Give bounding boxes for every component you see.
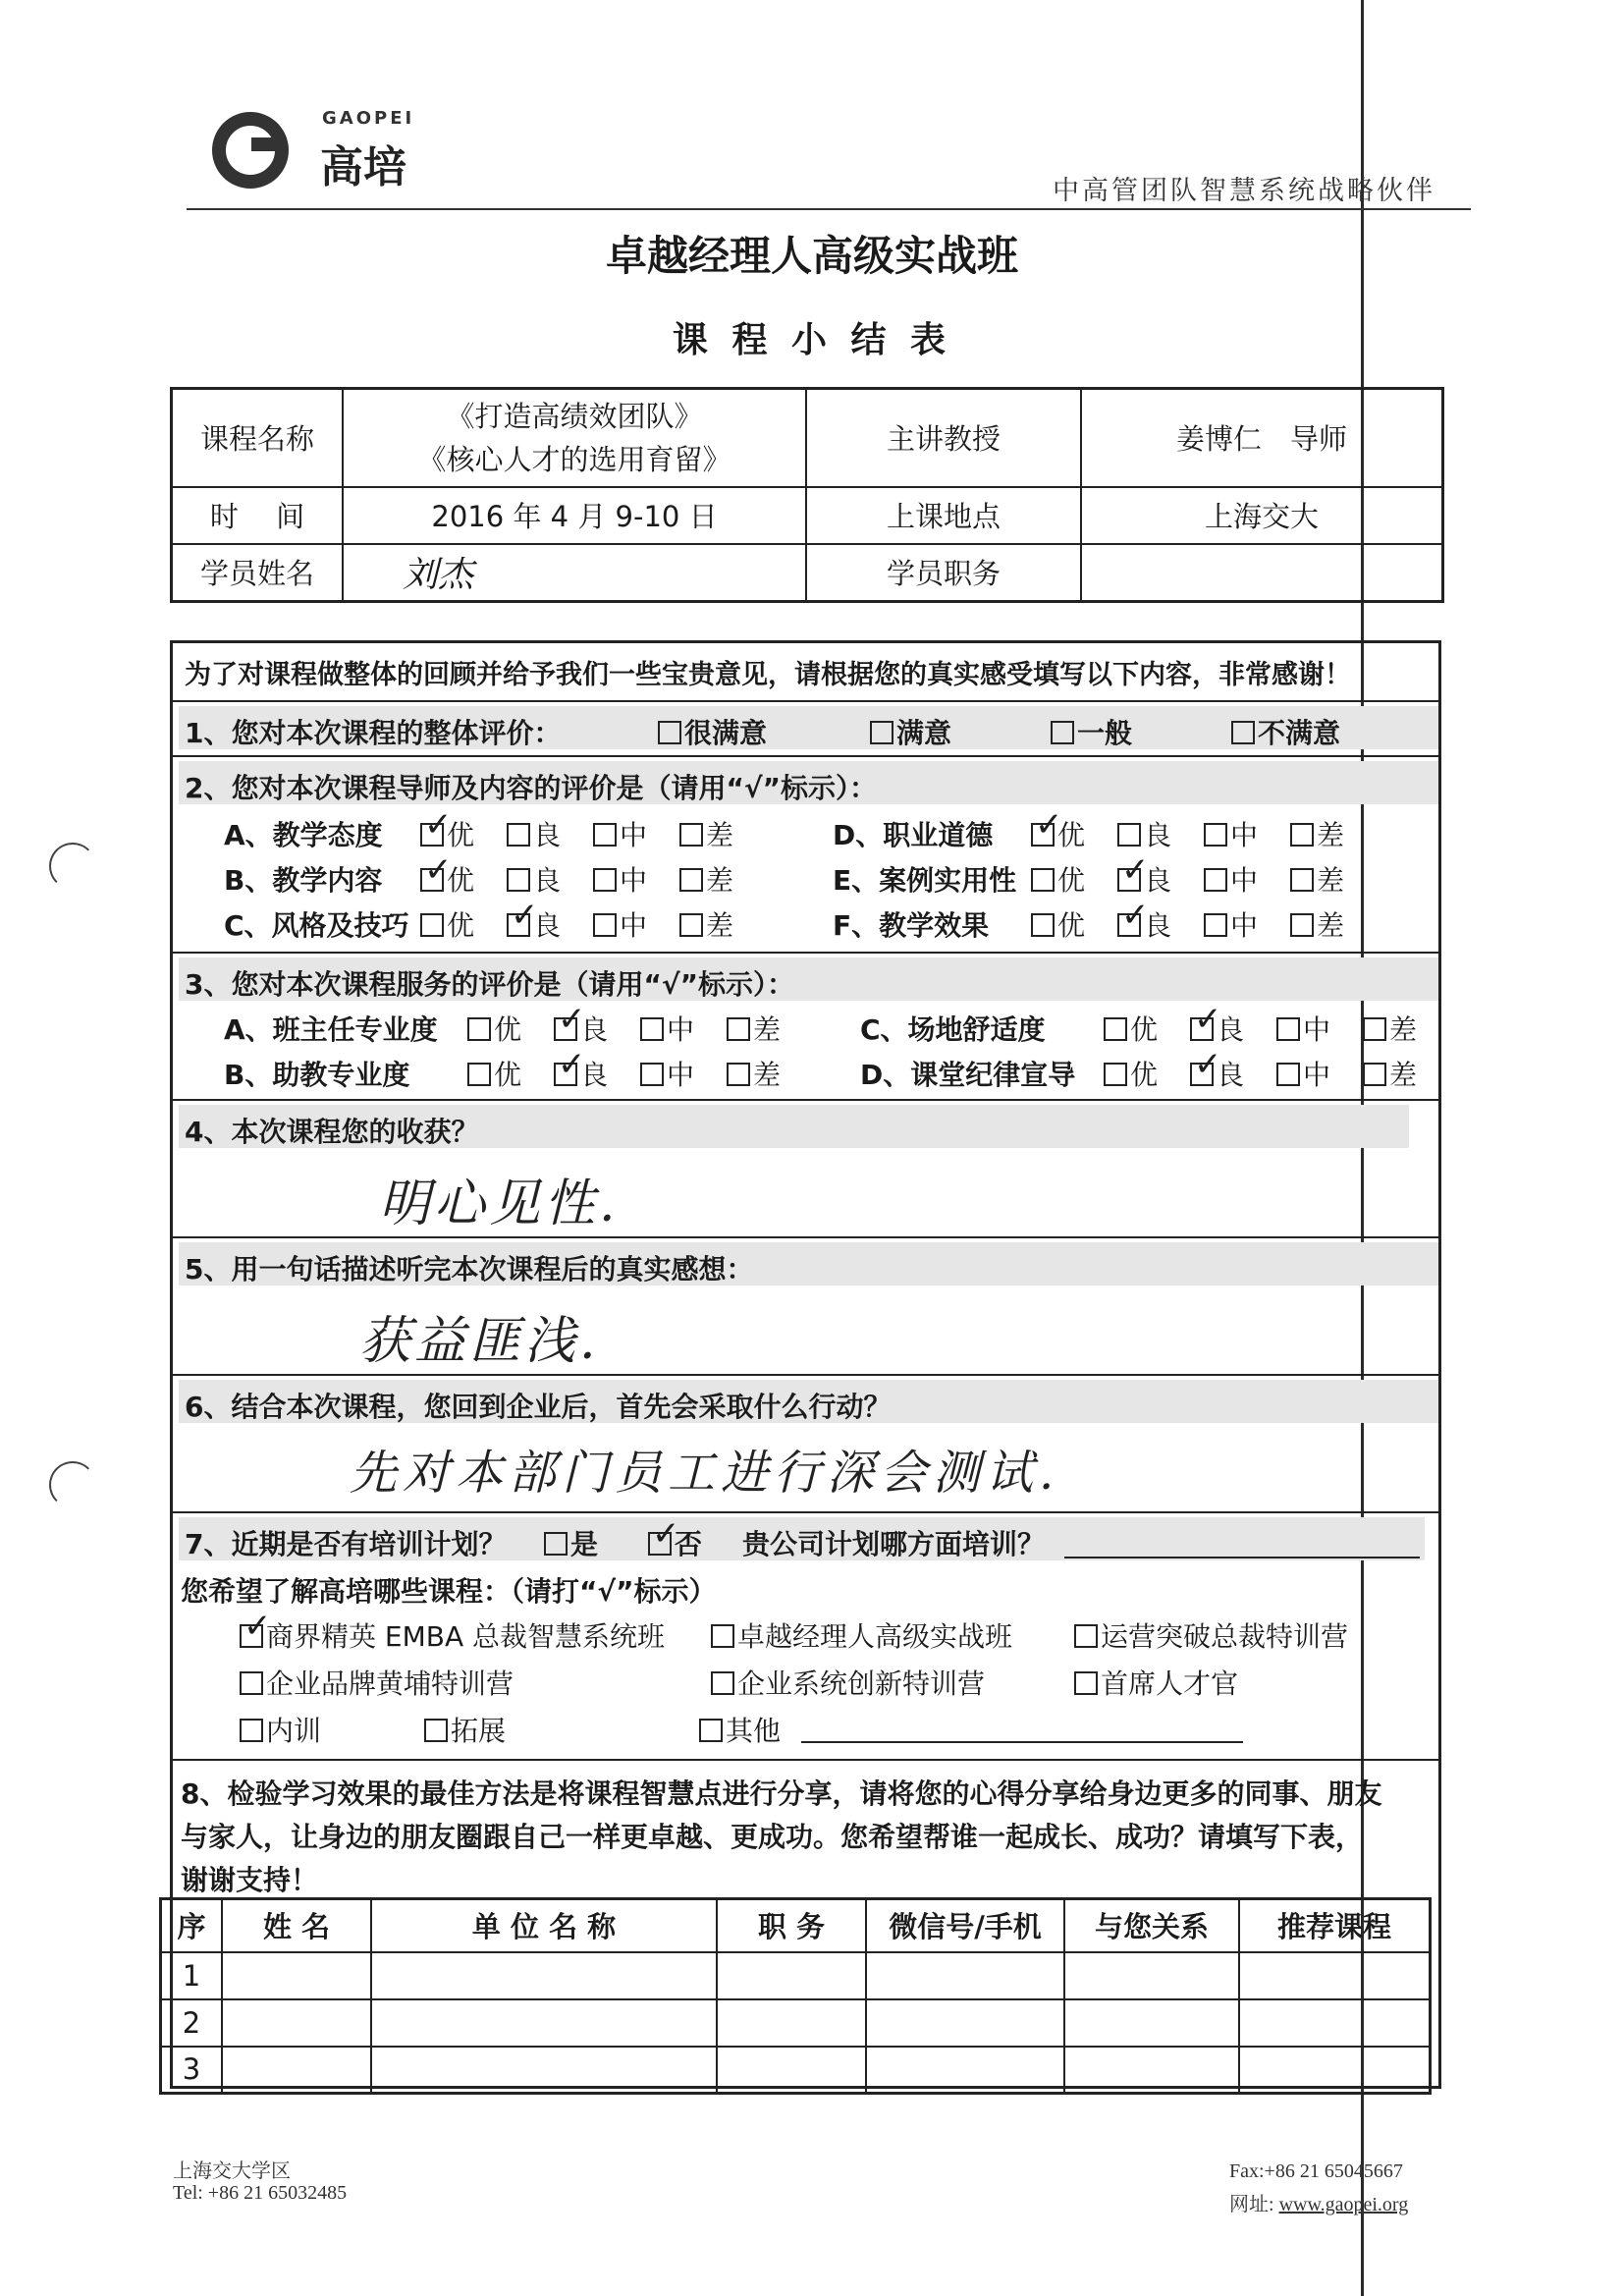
punch-hole (49, 1461, 96, 1508)
checkbox-icon (1290, 823, 1314, 847)
q3-grade-option[interactable]: 优 (1104, 1009, 1158, 1048)
checkbox-icon (467, 1063, 491, 1086)
checkbox-checked-icon (648, 1532, 672, 1556)
checkbox-checked-icon (1190, 1063, 1214, 1086)
q5-section (173, 1236, 1438, 1376)
course-option-inhouse[interactable]: 内训 (240, 1710, 321, 1749)
checkbox-icon (1290, 868, 1314, 892)
q2-question: 2、您对本次课程导师及内容的评价是（请用“√”标示）： (185, 772, 877, 804)
cell-recommend[interactable] (1239, 1999, 1431, 2047)
checkbox-checked-icon (554, 1063, 577, 1086)
q7-wish-label: 您希望了解高培哪些课程：（请打“√”标示） (181, 1575, 717, 1608)
q2-grade-option[interactable]: 差 (1290, 859, 1344, 899)
checkbox-icon (593, 823, 617, 847)
referral-table (159, 1897, 1432, 2095)
q2-criterion-label: C、风格及技巧 (224, 909, 409, 942)
col-position: 职 务 (717, 1899, 866, 1952)
lecturer-label: 主讲教授 (806, 389, 1081, 487)
q2-grade-option[interactable]: 优 (420, 904, 474, 944)
checkbox-checked-icon (420, 823, 444, 847)
q1-section (173, 700, 1438, 757)
checkbox-checked-icon (507, 913, 530, 937)
q3-grade-option[interactable]: 优 (467, 1054, 521, 1093)
q1-option-satisfied[interactable]: 满意 (870, 712, 951, 751)
q4-answer[interactable]: 明心见性. (379, 1175, 620, 1233)
table-row (161, 1999, 1431, 2047)
q3-grade-option[interactable]: 差 (1363, 1054, 1417, 1093)
time-value: 2016 年 4 月 9-10 日 (343, 487, 806, 544)
q2-criterion-label: B、教学内容 (224, 864, 383, 897)
q1-option-average[interactable]: 一般 (1051, 712, 1132, 751)
course-option-cho[interactable]: 首席人才官 (1074, 1663, 1238, 1702)
student-position-value[interactable] (1081, 544, 1443, 602)
q2-grade-option[interactable]: 差 (1290, 814, 1344, 853)
q2-grade-option[interactable]: ✓ 优 (1031, 814, 1085, 853)
q4-section (173, 1099, 1438, 1238)
referral-header-row (161, 1899, 1431, 1952)
footer-tel: Tel: +86 21 65032485 (173, 2182, 348, 2204)
header-divider (187, 208, 1471, 210)
cell-name[interactable] (222, 1952, 371, 1999)
q2-grade-option[interactable]: 差 (679, 859, 733, 899)
q2-grade-option[interactable]: 优 (1031, 904, 1085, 944)
other-course-blank[interactable] (801, 1741, 1243, 1743)
col-index: 序 (161, 1899, 223, 1952)
checkbox-icon (1363, 1017, 1386, 1041)
q1-question: 1、您对本次课程的整体评价： (185, 717, 562, 749)
q7-which-blank[interactable] (1064, 1557, 1420, 1558)
checkbox-icon (1031, 868, 1055, 892)
q2-grade-option[interactable]: 中 (1204, 904, 1258, 944)
cell-company[interactable] (371, 2047, 717, 2094)
q5-question: 5、用一句话描述听完本次课程后的真实感想： (185, 1253, 754, 1285)
cell-position[interactable] (717, 2047, 866, 2094)
col-recommend: 推荐课程 (1239, 1899, 1431, 1952)
checkbox-icon (679, 868, 703, 892)
q3-grade-option[interactable]: ✓ 良 (554, 1009, 608, 1048)
q3-criterion-label: A、班主任专业度 (224, 1013, 438, 1046)
student-name-label: 学员姓名 (172, 544, 344, 602)
footer-fax: Fax:+86 21 65045667 (1229, 2160, 1403, 2182)
q3-grade-option[interactable]: 差 (727, 1054, 781, 1093)
q3-grade-option[interactable]: ✓ 良 (1190, 1054, 1244, 1093)
course-option-brand[interactable]: 企业品牌黄埔特训营 (240, 1663, 514, 1702)
checkbox-icon (711, 1624, 734, 1648)
q7-option-no[interactable]: ✓ 否 (648, 1523, 702, 1562)
q7-section (173, 1511, 1438, 1761)
page-subtitle: 课 程 小 结 表 (672, 320, 952, 360)
q2-grade-option[interactable]: ✓ 良 (1117, 859, 1171, 899)
q3-criterion-label: C、场地舒适度 (860, 1013, 1046, 1046)
checkbox-icon (711, 1671, 734, 1695)
q7-question: 7、近期是否有培训计划？ (185, 1528, 507, 1560)
checkbox-icon (640, 1063, 664, 1086)
footer-campus: 上海交大学区 (173, 2160, 291, 2182)
checkbox-icon (1074, 1624, 1098, 1648)
time-label: 时 间 (172, 487, 344, 544)
q6-section (173, 1374, 1438, 1513)
q2-grade-option[interactable]: 中 (593, 904, 647, 944)
survey-form (170, 640, 1441, 2089)
q3-grade-option[interactable]: 中 (1276, 1009, 1330, 1048)
q3-grade-option[interactable]: 优 (467, 1009, 521, 1048)
place-value: 上海交大 (1081, 487, 1443, 544)
q2-grade-option[interactable]: 中 (593, 814, 647, 853)
place-label: 上课地点 (806, 487, 1081, 544)
checkbox-checked-icon (1117, 913, 1141, 937)
q2-section (173, 755, 1438, 954)
slogan: 中高管团队智慧系统战略伙伴 (1053, 176, 1435, 206)
course-option-manager[interactable]: 卓越经理人高级实战班 (711, 1615, 1012, 1655)
q3-criterion-label: B、助教专业度 (224, 1059, 410, 1091)
q3-grade-option[interactable]: 中 (640, 1009, 694, 1048)
row-index: 2 (161, 1999, 223, 2047)
col-company: 单 位 名 称 (371, 1899, 717, 1952)
checkbox-icon (870, 721, 893, 744)
course-option-emba[interactable]: ✓商界精英 EMBA 总裁智慧系统班 (240, 1615, 665, 1655)
checkbox-icon (467, 1017, 491, 1041)
q2-grade-option[interactable]: 良 (507, 859, 561, 899)
checkbox-checked-icon (1117, 868, 1141, 892)
q6-answer[interactable]: 先对本部门员工进行深会测试. (350, 1446, 1060, 1501)
q8-line-1: 8、检验学习效果的最佳方法是将课程智慧点进行分享，请将您的心得分享给身边更多的同事、朋友 (181, 1777, 1382, 1810)
q2-criterion-label: D、职业道德 (833, 819, 994, 851)
gaopei-logo (212, 106, 448, 194)
q7-which-label: 贵公司计划哪方面培训？ (742, 1528, 1046, 1560)
logo-latin: GAOPEI (322, 108, 415, 129)
q8-line-2: 与家人，让身边的朋友圈跟自己一样更卓越、更成功。您希望帮谁一起成长、成功？请填写下表， (181, 1821, 1364, 1853)
q2-grade-option[interactable]: ✓ 优 (420, 859, 474, 899)
logo-chinese: 高培 (320, 142, 406, 192)
cell-relation[interactable] (1064, 1999, 1239, 2047)
checkbox-icon (1363, 1063, 1386, 1086)
q3-grade-option[interactable]: 优 (1104, 1054, 1158, 1093)
checkbox-icon (507, 823, 530, 847)
q2-grade-option[interactable]: 良 (507, 814, 561, 853)
col-wechat-phone: 微信号/手机 (866, 1899, 1064, 1952)
q2-grade-option[interactable]: 中 (1204, 859, 1258, 899)
q4-question: 4、本次课程您的收获？ (185, 1116, 479, 1148)
col-relation: 与您关系 (1064, 1899, 1239, 1952)
cell-wechat[interactable] (866, 1999, 1064, 2047)
page-title: 卓越经理人高级实战班 (605, 232, 1018, 280)
q2-grade-option[interactable]: 差 (679, 814, 733, 853)
cell-relation[interactable] (1064, 2047, 1239, 2094)
q1-option-very-satisfied[interactable]: 很满意 (658, 712, 767, 751)
q6-question: 6、结合本次课程，您回到企业后，首先会采取什么行动？ (185, 1391, 892, 1423)
lecturer-value: 姜博仁 导师 (1081, 389, 1443, 487)
course-name-value (343, 389, 806, 487)
q3-grade-option[interactable]: 中 (640, 1054, 694, 1093)
q2-grade-option[interactable]: 中 (593, 859, 647, 899)
checkbox-icon (679, 913, 703, 937)
q2-criterion-label: E、案例实用性 (833, 864, 1017, 897)
q3-section (173, 952, 1438, 1101)
checkbox-icon (1031, 913, 1055, 937)
intro-text: 为了对课程做整体的回顾并给予我们一些宝贵意见，请根据您的真实感受填写以下内容，非常感谢！ (185, 660, 1351, 690)
row-index: 3 (161, 2047, 223, 2094)
checkbox-checked-icon (1190, 1017, 1214, 1041)
course-line-1: 《打造高绩效团队》 (446, 399, 703, 433)
checkbox-icon (593, 913, 617, 937)
table-row (161, 1952, 1431, 1999)
checkbox-icon (658, 721, 681, 744)
checkbox-icon (1276, 1063, 1300, 1086)
checkbox-icon (1204, 913, 1227, 937)
cell-company[interactable] (371, 1952, 717, 1999)
checkbox-icon (507, 868, 530, 892)
punch-hole (49, 843, 96, 890)
cell-relation[interactable] (1064, 1952, 1239, 1999)
q2-grade-option[interactable]: ✓ 良 (1117, 904, 1171, 944)
q2-grade-option[interactable]: 良 (1117, 814, 1171, 853)
q3-question: 3、您对本次课程服务的评价是（请用“√”标示）： (185, 968, 794, 1001)
course-option-other[interactable]: 其他 (699, 1710, 781, 1749)
q1-option-dissatisfied[interactable]: 不满意 (1231, 712, 1340, 751)
q3-grade-option[interactable]: 中 (1276, 1054, 1330, 1093)
course-option-innovation[interactable]: 企业系统创新特训营 (711, 1663, 985, 1702)
course-info-table (170, 387, 1444, 603)
checkbox-icon (727, 1063, 750, 1086)
q5-answer[interactable]: 获益匪浅. (359, 1312, 600, 1371)
cell-recommend[interactable] (1239, 2047, 1431, 2094)
website-link[interactable]: www.gaopei.org (1278, 2194, 1409, 2215)
q2-criterion-label: A、教学态度 (224, 819, 383, 851)
footer-website: 网址: www.gaopei.org (1229, 2194, 1409, 2215)
checkbox-icon (1290, 913, 1314, 937)
checkbox-icon (1074, 1671, 1098, 1695)
cell-position[interactable] (717, 1952, 866, 1999)
cell-recommend[interactable] (1239, 1952, 1431, 1999)
course-option-operations[interactable]: 运营突破总裁特训营 (1074, 1615, 1348, 1655)
cell-company[interactable] (371, 1999, 717, 2047)
q2-grade-option[interactable]: 中 (1204, 814, 1258, 853)
checkbox-checked-icon (420, 868, 444, 892)
student-name-value[interactable]: 刘杰 (343, 544, 806, 602)
col-name: 姓 名 (222, 1899, 371, 1952)
checkbox-icon (1104, 1017, 1127, 1041)
checkbox-icon (1117, 823, 1141, 847)
checkbox-icon (240, 1671, 263, 1695)
checkbox-icon (1204, 823, 1227, 847)
q3-grade-option[interactable]: ✓ 良 (554, 1054, 608, 1093)
checkbox-icon (1276, 1017, 1300, 1041)
q3-criterion-label: D、课堂纪律宣导 (860, 1059, 1076, 1091)
checkbox-icon (1231, 721, 1255, 744)
q3-grade-option[interactable]: ✓ 良 (1190, 1009, 1244, 1048)
checkbox-icon (420, 913, 444, 937)
checkbox-icon (424, 1719, 448, 1742)
checkbox-checked-icon (1031, 823, 1055, 847)
cell-wechat[interactable] (866, 1952, 1064, 1999)
q2-grade-option[interactable]: 差 (1290, 904, 1344, 944)
checkbox-icon (640, 1017, 664, 1041)
q2-grade-option[interactable]: ✓ 优 (420, 814, 474, 853)
student-position-label: 学员职务 (806, 544, 1081, 602)
q2-grade-option[interactable]: ✓ 良 (507, 904, 561, 944)
course-name-label: 课程名称 (172, 389, 344, 487)
row-index: 1 (161, 1952, 223, 1999)
q2-grade-option[interactable]: 优 (1031, 859, 1085, 899)
q3-grade-option[interactable]: 差 (1363, 1009, 1417, 1048)
cell-name[interactable] (222, 1999, 371, 2047)
checkbox-icon (544, 1532, 568, 1556)
cell-name[interactable] (222, 2047, 371, 2094)
checkbox-icon (1104, 1063, 1127, 1086)
checkbox-checked-icon (240, 1624, 263, 1648)
checkbox-icon (1204, 868, 1227, 892)
checkbox-icon (1051, 721, 1074, 744)
checkbox-icon (240, 1719, 263, 1742)
q2-criterion-label: F、教学效果 (833, 909, 990, 942)
course-line-2: 《核心人才的选用育留》 (417, 442, 731, 476)
checkbox-icon (727, 1017, 750, 1041)
table-row (161, 2047, 1431, 2094)
cell-wechat[interactable] (866, 2047, 1064, 2094)
checkbox-checked-icon (554, 1017, 577, 1041)
checkbox-icon (699, 1719, 723, 1742)
q8-line-3: 谢谢支持！ (181, 1864, 319, 1896)
course-option-outward[interactable]: 拓展 (424, 1710, 506, 1749)
q7-option-yes[interactable]: 是 (544, 1523, 598, 1562)
cell-position[interactable] (717, 1999, 866, 2047)
q2-grade-option[interactable]: 差 (679, 904, 733, 944)
checkbox-icon (593, 868, 617, 892)
checkbox-icon (679, 823, 703, 847)
q3-grade-option[interactable]: 差 (727, 1009, 781, 1048)
